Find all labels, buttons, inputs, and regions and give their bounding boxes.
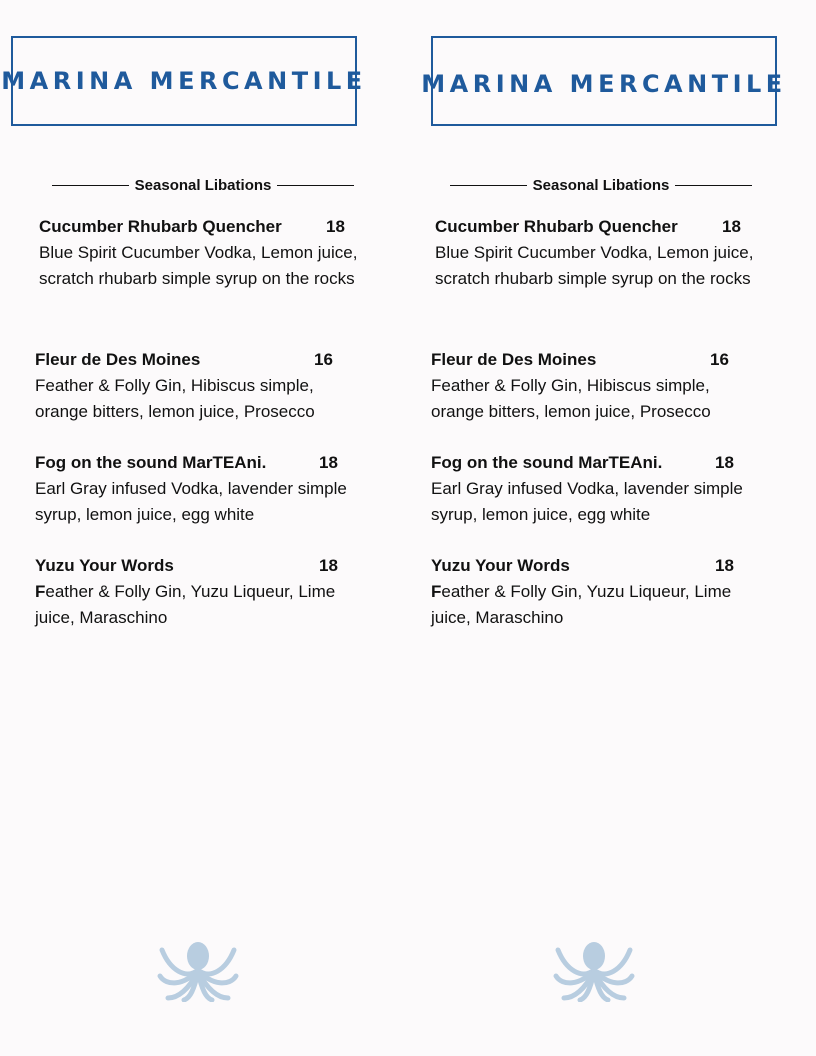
item-price: 18 — [715, 556, 734, 575]
item-price: 18 — [319, 556, 338, 575]
item-price: 18 — [326, 217, 345, 236]
item-price: 16 — [710, 350, 729, 369]
menu-item — [435, 214, 775, 292]
octopus-icon — [552, 940, 636, 1002]
menu-item — [431, 553, 771, 631]
section-header — [450, 177, 752, 194]
item-description: Feather & Folly Gin, Hibiscus simple, orange bitters, lemon juice, Prosecco — [35, 376, 315, 421]
divider-left — [450, 185, 527, 187]
menu-item — [35, 553, 375, 631]
item-name: Fleur de Des Moines — [35, 350, 201, 369]
section-header — [52, 177, 354, 194]
menu-column-left — [1, 0, 380, 1056]
item-description: Blue Spirit Cucumber Vodka, Lemon juice, scratch rhubarb simple syrup on the rocks — [39, 243, 358, 288]
brand-name: MARINA MERCANTILE — [1, 67, 367, 95]
section-title: Seasonal Libations — [134, 177, 272, 194]
item-name: Cucumber Rhubarb Quencher — [39, 217, 282, 236]
divider-right — [675, 185, 752, 187]
item-name: Fog on the sound MarTEAni. — [431, 453, 663, 472]
item-price: 18 — [715, 453, 734, 472]
item-price: 16 — [314, 350, 333, 369]
item-description: Earl Gray infused Vodka, lavender simple syrup, lemon juice, egg white — [431, 479, 743, 524]
menu-item — [431, 347, 771, 425]
menu-item — [431, 450, 771, 528]
item-description: Feather & Folly Gin, Yuzu Liqueur, Lime juice, Maraschino — [431, 582, 732, 627]
item-description: Feather & Folly Gin, Hibiscus simple, orange bitters, lemon juice, Prosecco — [431, 376, 711, 421]
brand-logo-box — [1, 36, 367, 126]
item-price: 18 — [722, 217, 741, 236]
item-description: Feather & Folly Gin, Yuzu Liqueur, Lime juice, Maraschino — [35, 582, 336, 627]
item-name: Yuzu Your Words — [431, 556, 570, 575]
item-name: Fleur de Des Moines — [431, 350, 597, 369]
divider-left — [52, 185, 129, 187]
item-name: Cucumber Rhubarb Quencher — [435, 217, 678, 236]
item-description: Earl Gray infused Vodka, lavender simple syrup, lemon juice, egg white — [35, 479, 347, 524]
menu-item — [39, 214, 379, 292]
item-price: 18 — [319, 453, 338, 472]
divider-right — [277, 185, 354, 187]
octopus-icon — [156, 940, 240, 1002]
item-name: Fog on the sound MarTEAni. — [35, 453, 267, 472]
item-name: Yuzu Your Words — [35, 556, 174, 575]
item-description: Blue Spirit Cucumber Vodka, Lemon juice, scratch rhubarb simple syrup on the rocks — [435, 243, 754, 288]
menu-item — [35, 450, 375, 528]
brand-name: MARINA MERCANTILE — [421, 70, 787, 98]
menu-column-right — [421, 0, 800, 1056]
brand-logo-box — [421, 36, 787, 126]
section-title: Seasonal Libations — [532, 177, 670, 194]
menu-item — [35, 347, 375, 425]
